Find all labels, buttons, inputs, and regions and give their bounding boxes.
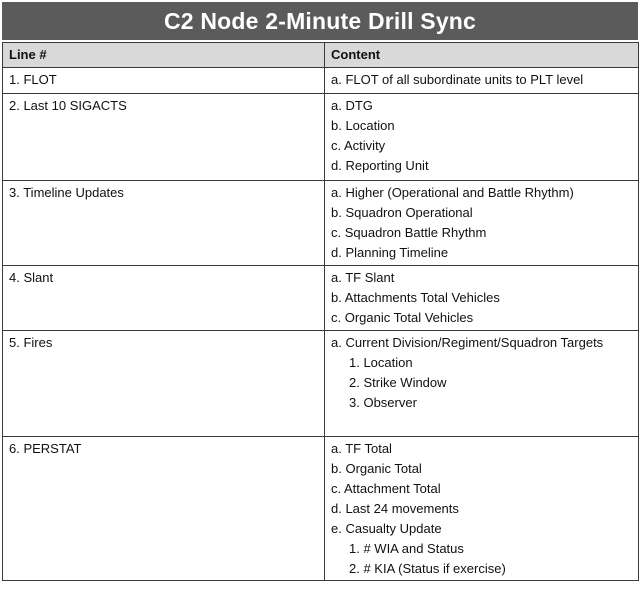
content-item: d. Last 24 movements [331,501,459,516]
line-label: 1. FLOT [9,72,57,87]
content-item: c. Organic Total Vehicles [331,310,474,325]
line-cell [3,181,325,266]
content-subitem: 1. # WIA and Status [349,541,464,556]
drill-table [2,42,639,581]
content-item: a. Higher (Operational and Battle Rhythm) [331,185,574,200]
line-label: 5. Fires [9,335,53,350]
table-row [3,181,639,266]
content-item: b. Attachments Total Vehicles [331,290,500,305]
table-row [3,437,639,581]
page-title: C2 Node 2-Minute Drill Sync [2,2,638,40]
header-line-number: Line # [3,43,325,68]
content-item: b. Organic Total [331,461,422,476]
content-item: c. Activity [331,138,386,153]
content-item: c. Attachment Total [331,481,441,496]
content-item: e. Casualty Update [331,521,442,536]
line-cell [3,94,325,181]
table-row [3,266,639,331]
table-row [3,94,639,181]
content-item: a. TF Total [331,441,392,456]
content-item: b. Squadron Operational [331,205,473,220]
content-cell [325,181,639,266]
content-item: d. Planning Timeline [331,245,449,260]
line-cell [3,266,325,331]
content-cell [325,266,639,331]
content-item: d. Reporting Unit [331,158,429,173]
content-subitem: 2. Strike Window [349,375,447,390]
content-item: c. Squadron Battle Rhythm [331,225,487,240]
content-subitem: 1. Location [349,355,413,370]
line-label: 3. Timeline Updates [9,185,124,200]
content-cell [325,94,639,181]
line-cell [3,437,325,581]
line-label: 6. PERSTAT [9,441,82,456]
table-row [3,331,639,437]
content-item: a. TF Slant [331,270,395,285]
content-item: b. Location [331,118,395,133]
content-cell [325,331,639,437]
content-item: a. Current Division/Regiment/Squadron Targets [331,335,604,350]
table-header-row [3,43,639,68]
line-cell [3,68,325,94]
content-item: a. DTG [331,98,373,113]
content-cell [325,68,639,94]
content-cell [325,437,639,581]
line-label: 2. Last 10 SIGACTS [9,98,127,113]
content-item: a. FLOT of all subordinate units to PLT level [331,72,584,87]
content-subitem: 3. Observer [349,395,417,410]
table-row [3,68,639,94]
line-cell [3,331,325,437]
line-label: 4. Slant [9,270,54,285]
header-content: Content [325,43,639,68]
content-subitem: 2. # KIA (Status if exercise) [349,561,506,576]
